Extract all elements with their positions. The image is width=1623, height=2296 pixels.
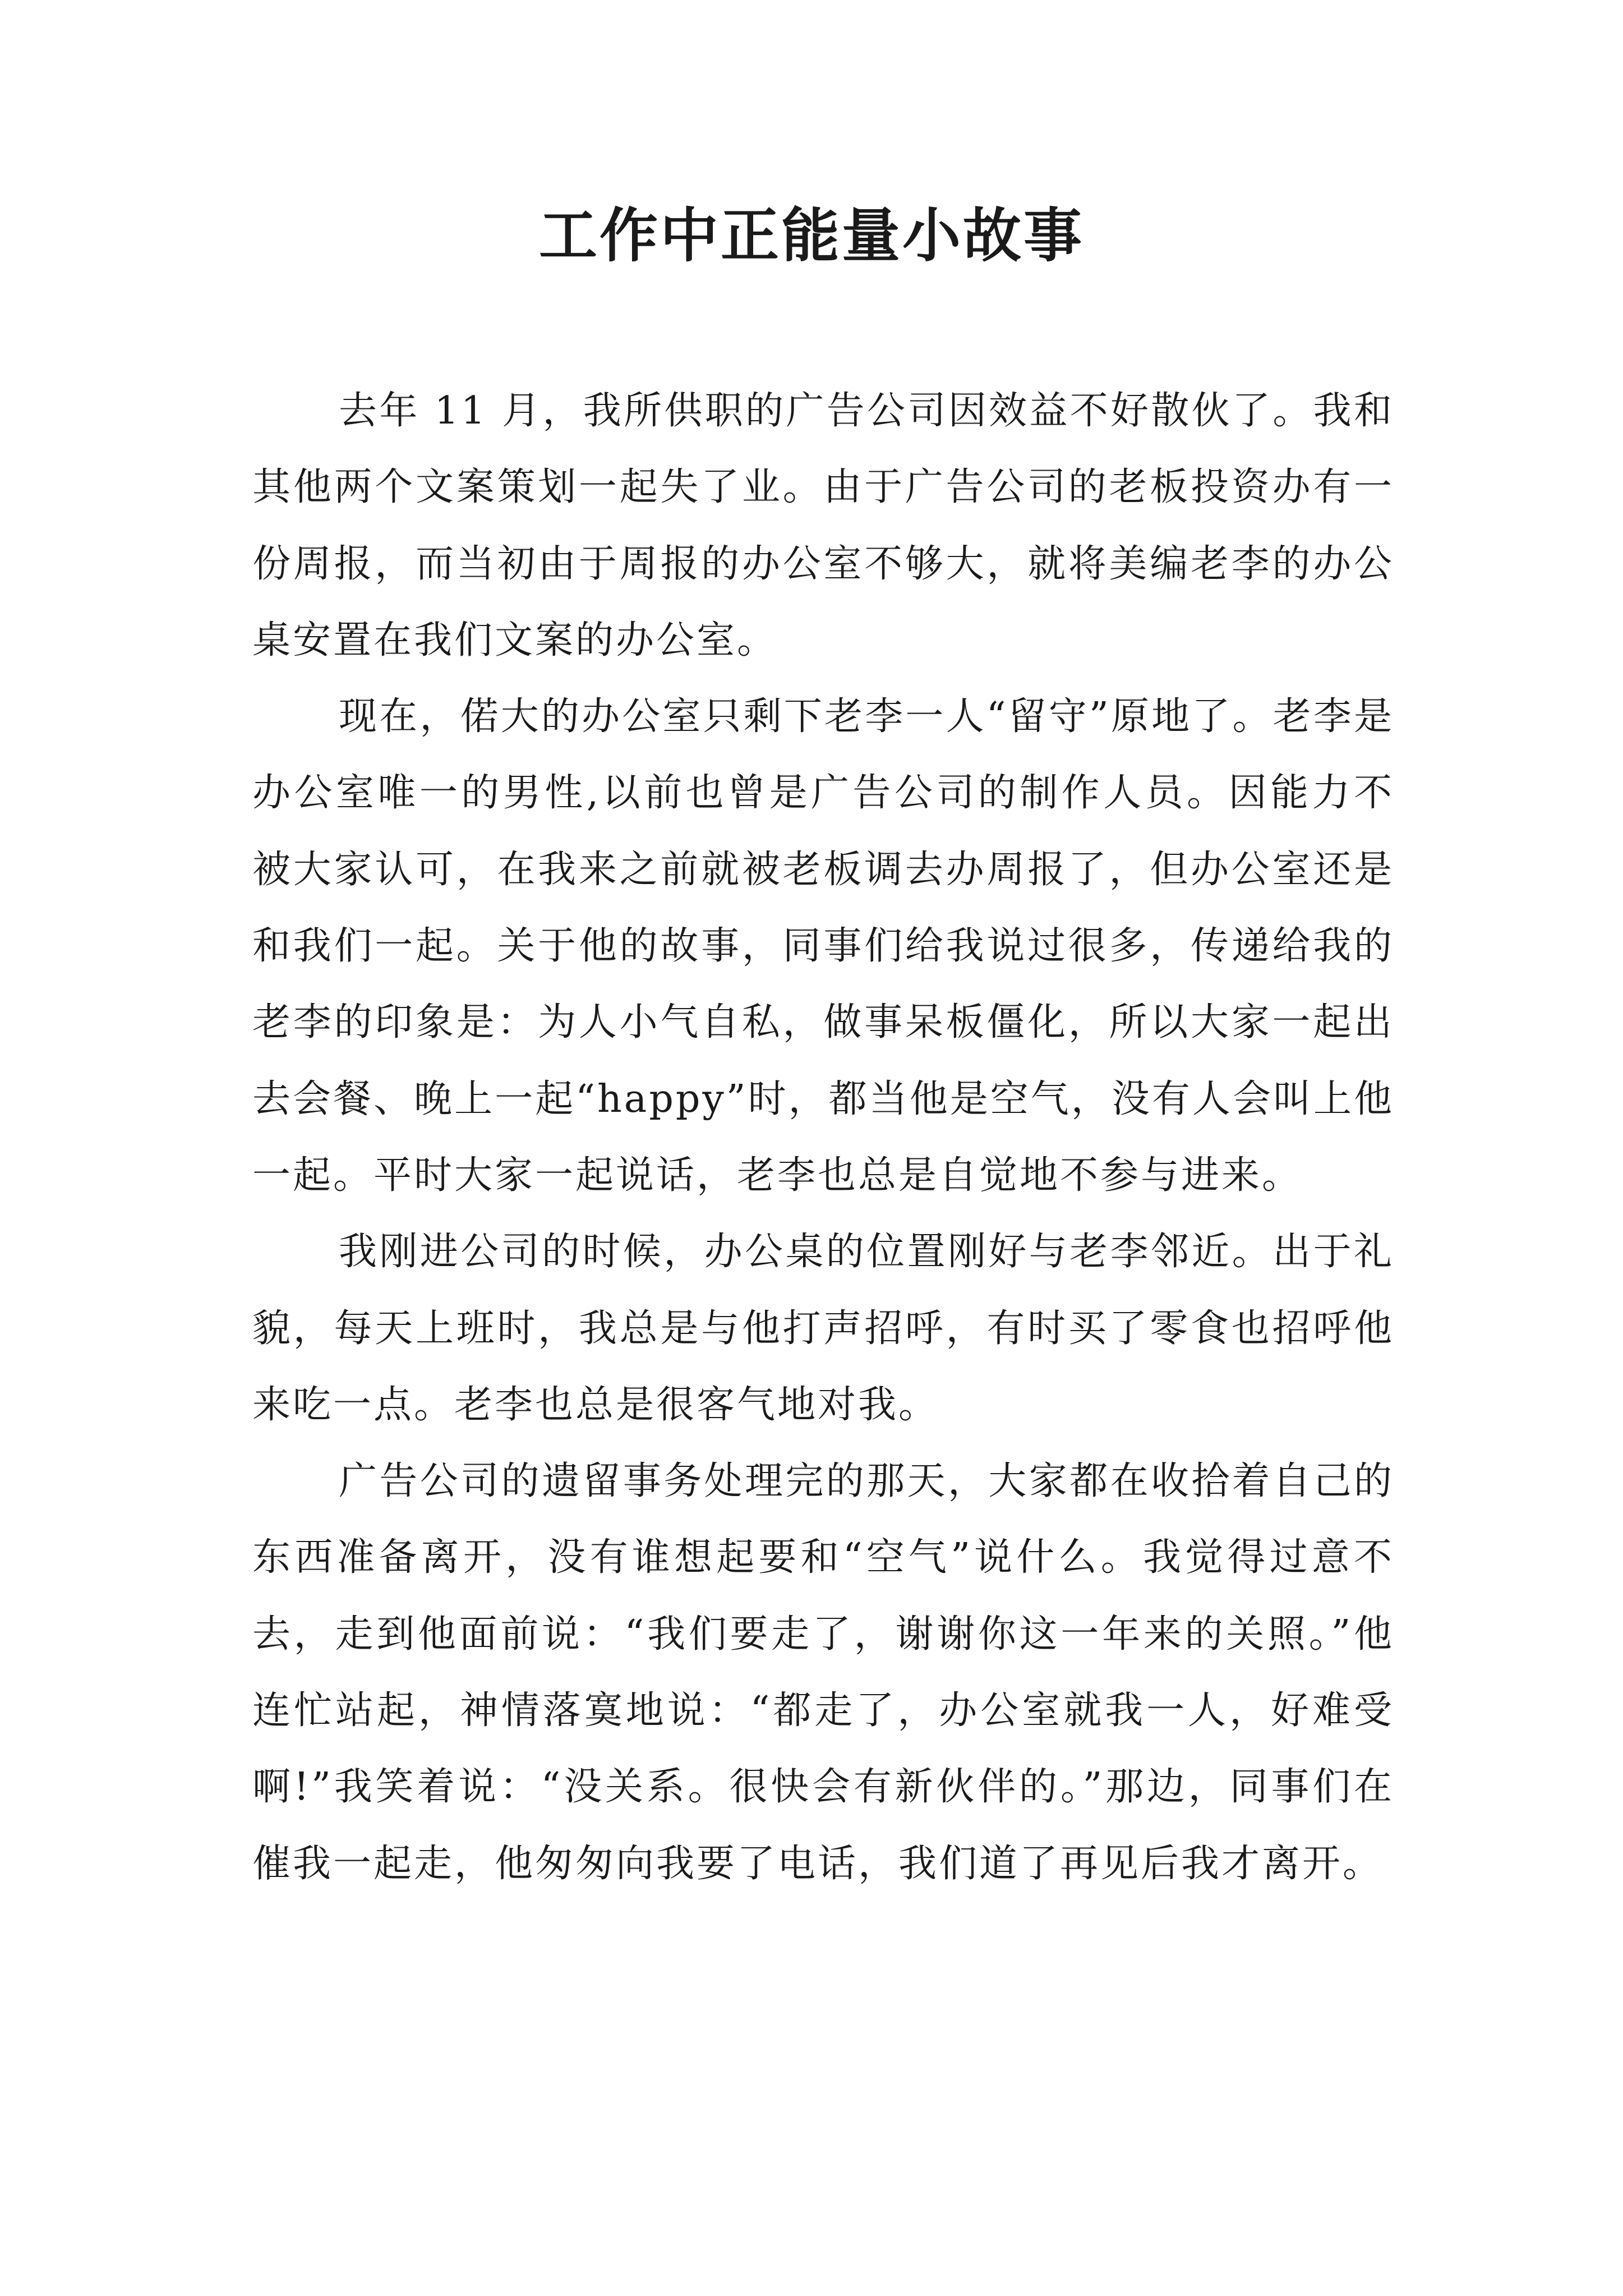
document-title: 工作中正能量小故事 bbox=[538, 201, 1084, 270]
document-body bbox=[252, 373, 1394, 1902]
paragraph-1: 去年 11 月，我所供职的广告公司因效益不好散伙了。我和其他两个文案策划一起失了业。由于广告公司的老板投资办有一份周报，而当初由于周报的办公室不够大，就将美编老李的办公桌安置在我们文案的办公室。 bbox=[252, 389, 1394, 662]
paragraph-4: 广告公司的遗留事务处理完的那天，大家都在收拾着自己的东西准备离开，没有谁想起要和“空气”说什么。我觉得过意不去，走到他面前说：“我们要走了，谢谢你这一年来的关照。”他连忙站起，神情落寞地说：“都走了，办公室就我一人，好难受啊!”我笑着说：“没关系。很快会有新伙伴的。”那边，同事们在催我一起走，他匆匆向我要了电话，我们道了再见后我才离开。 bbox=[252, 1459, 1395, 1886]
paragraph-2: 现在，偌大的办公室只剩下老李一人“留守”原地了。老李是办公室唯一的男性,以前也曾是广告公司的制作人员。因能力不被大家认可，在我来之前就被老板调去办周报了，但办公室还是和我们一起。关于他的故事，同事们给我说过很多，传递给我的老李的印象是：为人小气自私，做事呆板僵化，所以大家一起出去会餐、晚上一起“happy”时，都当他是空气，没有人会叫上他一起。平时大家一起说话，老李也总是自觉地不参与进来。 bbox=[252, 694, 1394, 1198]
paragraph-3: 我刚进公司的时候，办公桌的位置刚好与老李邻近。出于礼貌，每天上班时，我总是与他打声招呼，有时买了零食也招呼他来吃一点。老李也总是很客气地对我。 bbox=[252, 1230, 1394, 1427]
